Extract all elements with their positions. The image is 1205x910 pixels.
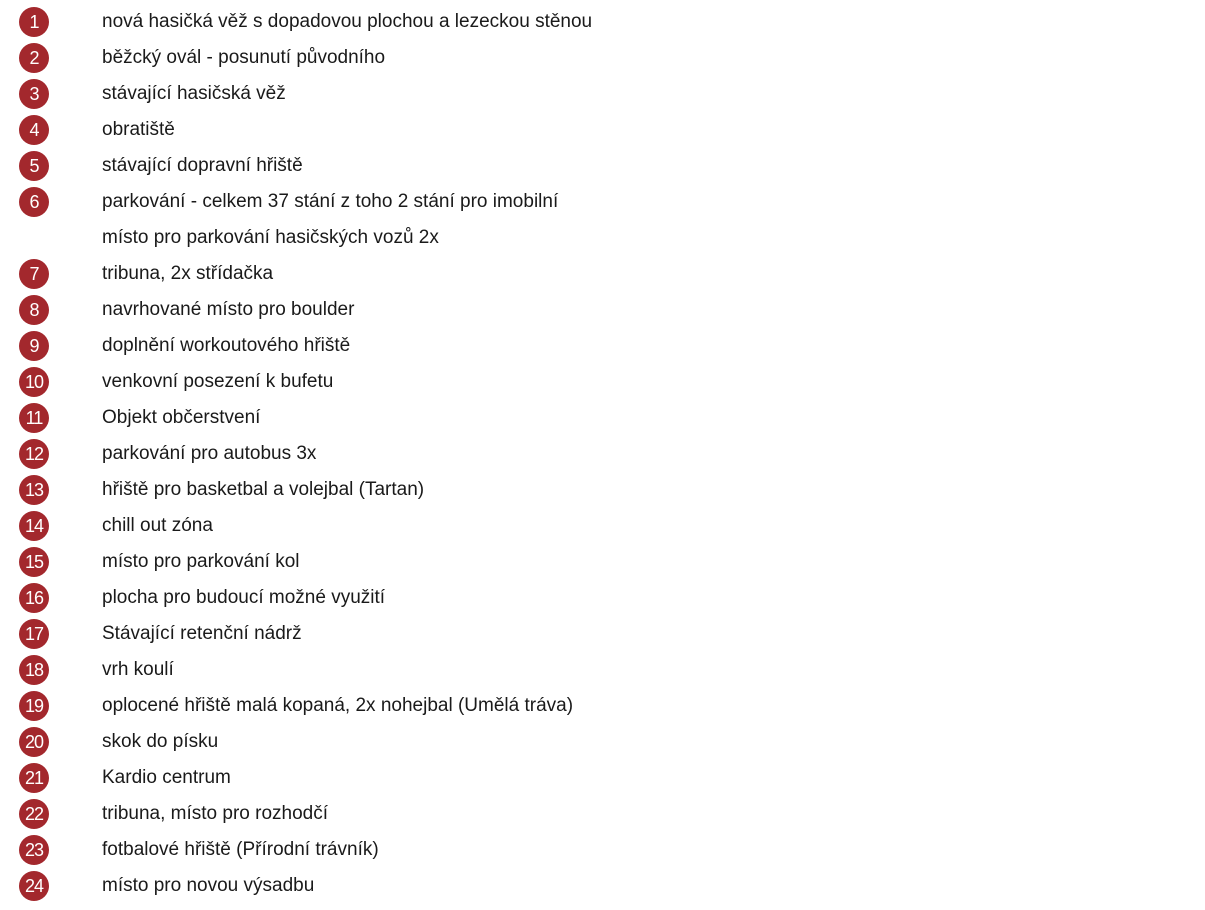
item-label: vrh koulí bbox=[102, 659, 174, 680]
list-item bbox=[0, 148, 1205, 184]
item-label: navrhované místo pro boulder bbox=[102, 299, 355, 320]
list-item bbox=[0, 292, 1205, 328]
list-item bbox=[0, 544, 1205, 580]
item-label: Kardio centrum bbox=[102, 767, 231, 788]
list-item bbox=[0, 652, 1205, 688]
item-label: nová hasičká věž s dopadovou plochou a lezeckou stěnou bbox=[102, 11, 593, 32]
list-item bbox=[0, 364, 1205, 400]
list-item bbox=[0, 868, 1205, 904]
item-label: oplocené hřiště malá kopaná, 2x nohejbal (Umělá tráva) bbox=[102, 695, 574, 716]
item-label: parkování pro autobus 3x bbox=[102, 443, 317, 464]
number-badge: 14 bbox=[19, 511, 49, 541]
number-badge: 9 bbox=[19, 331, 49, 361]
list-item bbox=[0, 796, 1205, 832]
list-item bbox=[0, 4, 1205, 40]
list-item bbox=[0, 472, 1205, 508]
item-label: chill out zóna bbox=[102, 515, 213, 536]
list-item bbox=[0, 184, 1205, 220]
list-item bbox=[0, 112, 1205, 148]
list-item bbox=[0, 580, 1205, 616]
list-item bbox=[0, 436, 1205, 472]
item-label: běžcký ovál - posunutí původního bbox=[102, 47, 386, 68]
number-badge: 12 bbox=[19, 439, 49, 469]
number-badge: 4 bbox=[19, 115, 49, 145]
list-item bbox=[0, 616, 1205, 652]
number-badge: 10 bbox=[19, 367, 49, 397]
list-item bbox=[0, 256, 1205, 292]
item-label: stávající hasičská věž bbox=[102, 83, 286, 104]
item-label: doplnění workoutového hřiště bbox=[102, 335, 351, 356]
item-label: tribuna, 2x střídačka bbox=[102, 263, 274, 284]
number-badge: 19 bbox=[19, 691, 49, 721]
list-item bbox=[0, 688, 1205, 724]
list-item-continuation bbox=[0, 220, 1205, 256]
number-badge: 6 bbox=[19, 187, 49, 217]
item-label: plocha pro budoucí možné využití bbox=[102, 587, 386, 608]
legend-list bbox=[0, 4, 1205, 904]
number-badge: 5 bbox=[19, 151, 49, 181]
list-item bbox=[0, 724, 1205, 760]
item-label: tribuna, místo pro rozhodčí bbox=[102, 803, 328, 824]
item-label: parkování - celkem 37 stání z toho 2 stání pro imobilní bbox=[102, 191, 559, 212]
item-label: Stávající retenční nádrž bbox=[102, 623, 302, 644]
item-label: hřiště pro basketbal a volejbal (Tartan) bbox=[102, 479, 425, 500]
item-label: obratiště bbox=[102, 119, 175, 140]
number-badge: 1 bbox=[19, 7, 49, 37]
number-badge: 8 bbox=[19, 295, 49, 325]
list-item bbox=[0, 760, 1205, 796]
number-badge: 11 bbox=[19, 403, 49, 433]
number-badge: 21 bbox=[19, 763, 49, 793]
number-badge: 7 bbox=[19, 259, 49, 289]
number-badge: 17 bbox=[19, 619, 49, 649]
list-item bbox=[0, 508, 1205, 544]
number-badge: 23 bbox=[19, 835, 49, 865]
number-badge: 16 bbox=[19, 583, 49, 613]
list-item bbox=[0, 40, 1205, 76]
number-badge: 20 bbox=[19, 727, 49, 757]
number-badge: 13 bbox=[19, 475, 49, 505]
number-badge: 24 bbox=[19, 871, 49, 901]
item-label: venkovní posezení k bufetu bbox=[102, 371, 334, 392]
item-label: stávající dopravní hřiště bbox=[102, 155, 303, 176]
number-badge: 2 bbox=[19, 43, 49, 73]
list-item bbox=[0, 328, 1205, 364]
number-badge: 15 bbox=[19, 547, 49, 577]
item-label: Objekt občerstvení bbox=[102, 407, 261, 428]
number-badge: 18 bbox=[19, 655, 49, 685]
item-label: místo pro parkování kol bbox=[102, 551, 300, 572]
item-label: místo pro novou výsadbu bbox=[102, 875, 315, 896]
number-badge: 22 bbox=[19, 799, 49, 829]
list-item bbox=[0, 832, 1205, 868]
list-item bbox=[0, 400, 1205, 436]
item-label: fotbalové hřiště (Přírodní trávník) bbox=[102, 839, 379, 860]
number-badge: 3 bbox=[19, 79, 49, 109]
list-item bbox=[0, 76, 1205, 112]
item-label: místo pro parkování hasičských vozů 2x bbox=[102, 227, 439, 248]
item-label: skok do písku bbox=[102, 731, 219, 752]
